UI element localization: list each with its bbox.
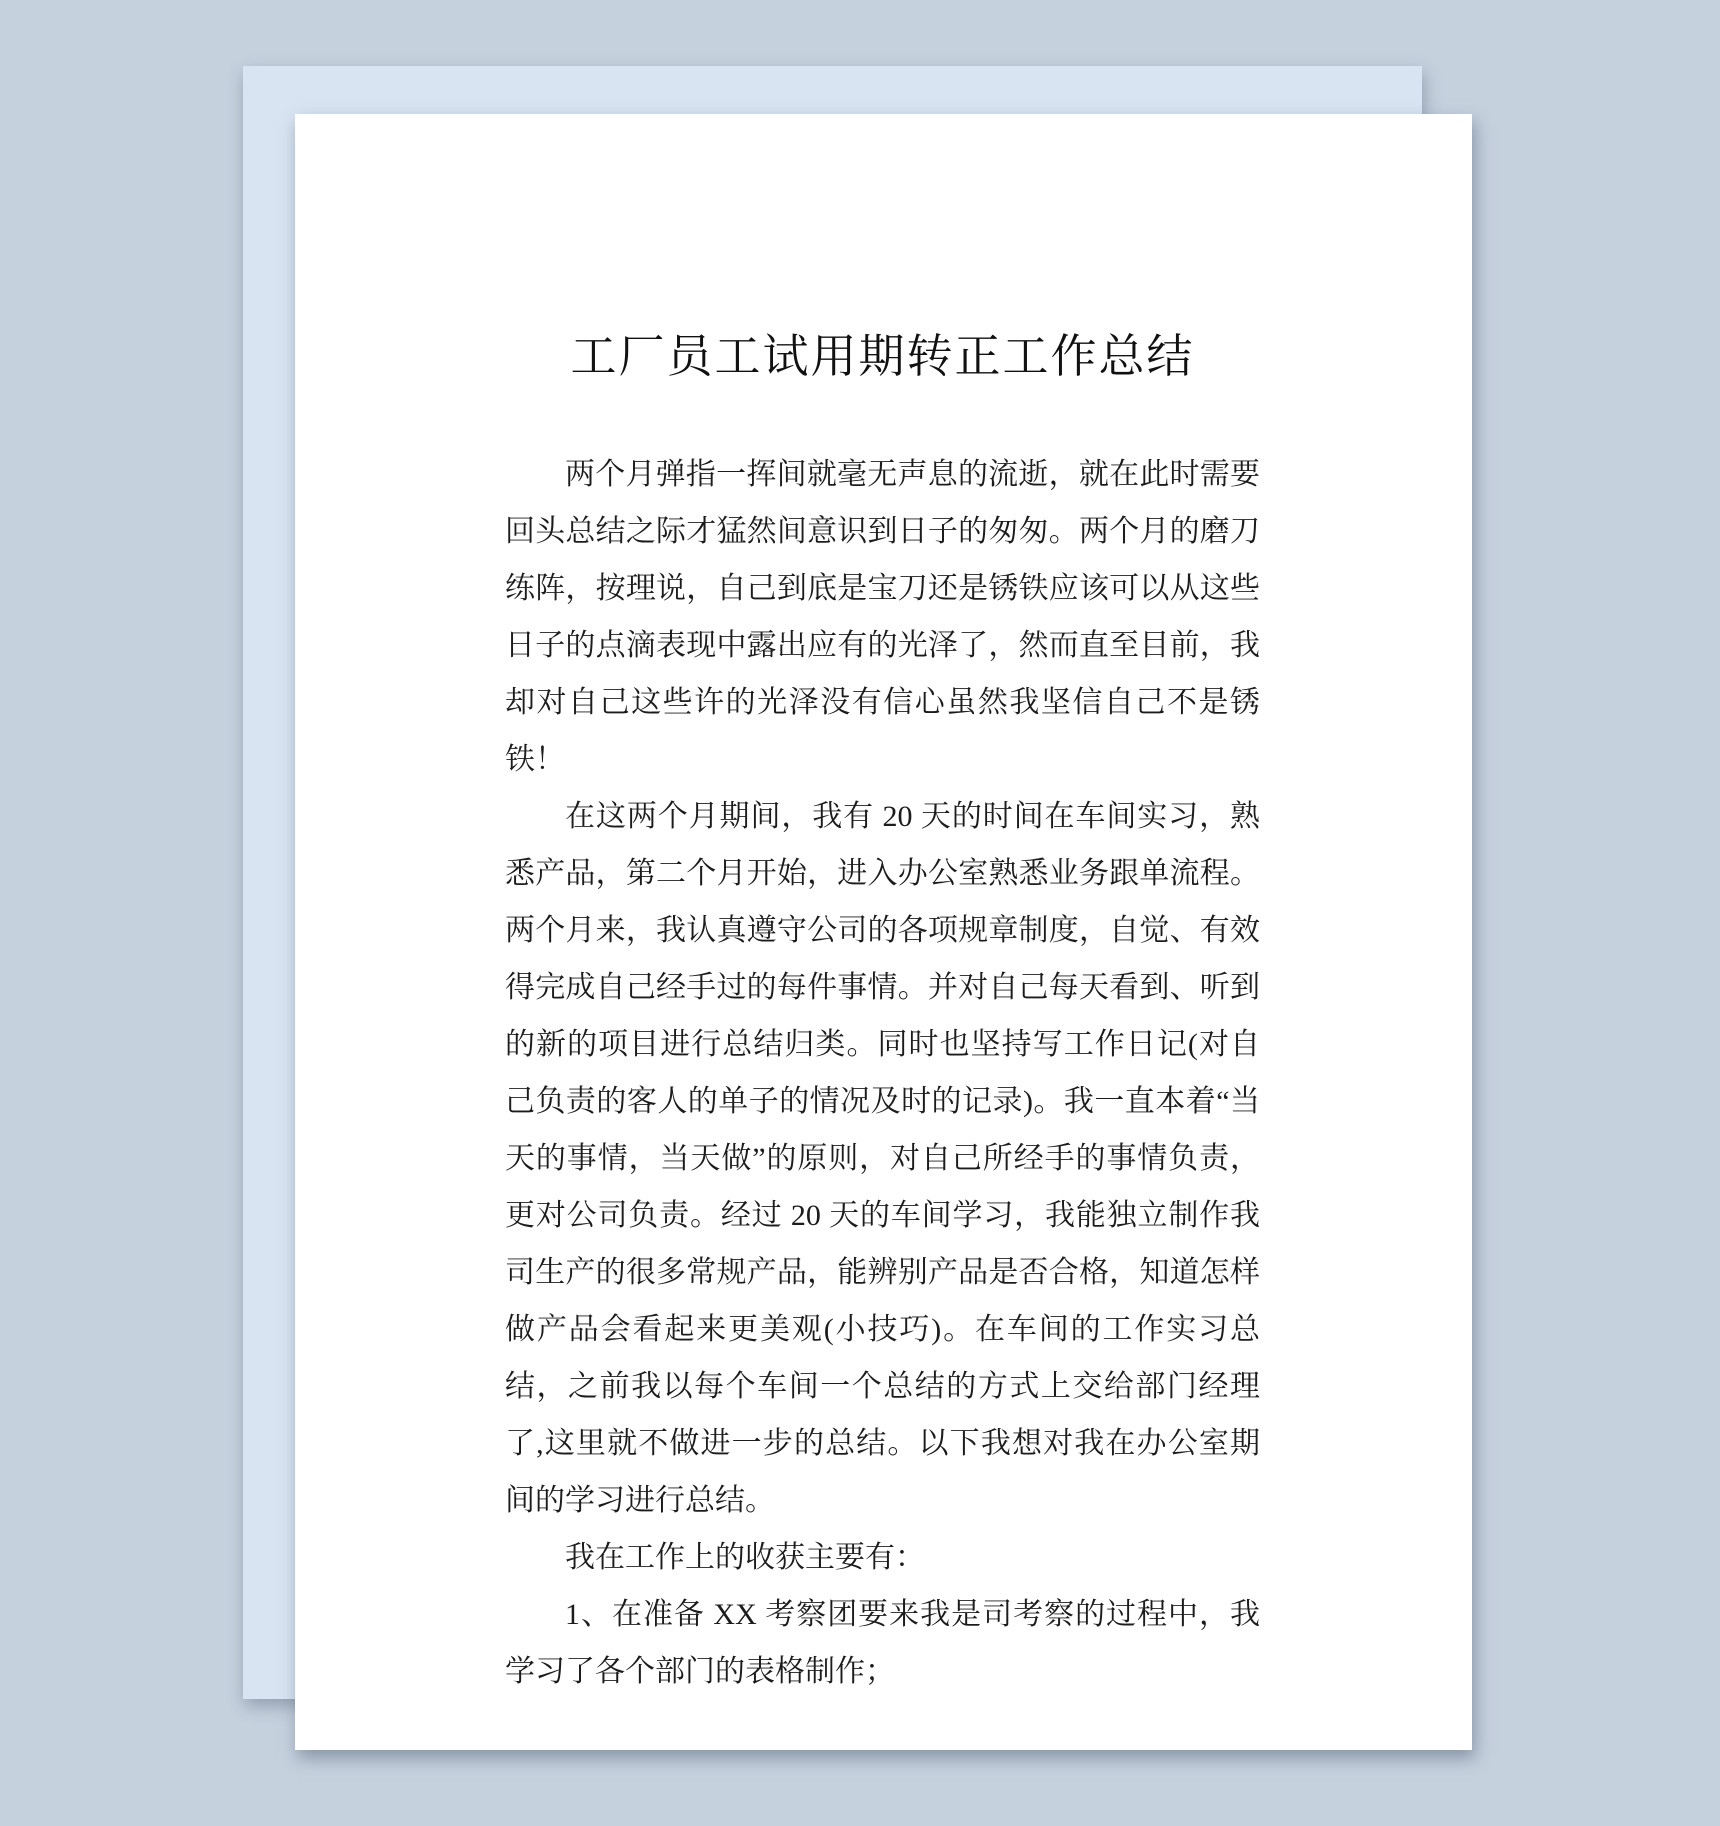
paragraph-1: 两个月弹指一挥间就毫无声息的流逝，就在此时需要回头总结之际才猛然间意识到日子的匆匆。两个月的磨刀练阵，按理说，自己到底是宝刀还是锈铁应该可以从这些日子的点滴表现中露出应有的光泽了，然而直至目前，我却对自己这些许的光泽没有信心虽然我坚信自己不是锈铁！ (505, 458, 1260, 776)
document-title: 工厂员工试用期转正工作总结 (570, 331, 1195, 382)
document-body (505, 446, 1260, 1700)
paragraph-4: 1、在准备 XX 考察团要来我是司考察的过程中，我学习了各个部门的表格制作； (505, 1598, 1260, 1688)
paragraph-3: 我在工作上的收获主要有： (565, 1541, 925, 1574)
page-content (505, 114, 1260, 1700)
paragraph-2: 在这两个月期间，我有 20 天的时间在车间实习，熟悉产品，第二个月开始，进入办公室熟悉业务跟单流程。两个月来，我认真遵守公司的各项规章制度，自觉、有效得完成自己经手过的每件事情。并对自己每天看到、听到的新的项目进行总结归类。同时也坚持写工作日记(对自己负责的客人的单子的情况及时的记录)。我一直本着“当天的事情，当天做”的原则，对自己所经手的事情负责，更对公司负责。经过 20 天的车间学习，我能独立制作我司生产的很多常规产品，能辨别产品是否合格，知道怎样做产品会看起来更美观(小技巧)。在车间的工作实习总结，之前我以每个车间一个总结的方式上交给部门经理了,这里就不做进一步的总结。以下我想对我在办公室期间的学习进行总结。 (505, 800, 1260, 1517)
document-page (295, 114, 1472, 1750)
